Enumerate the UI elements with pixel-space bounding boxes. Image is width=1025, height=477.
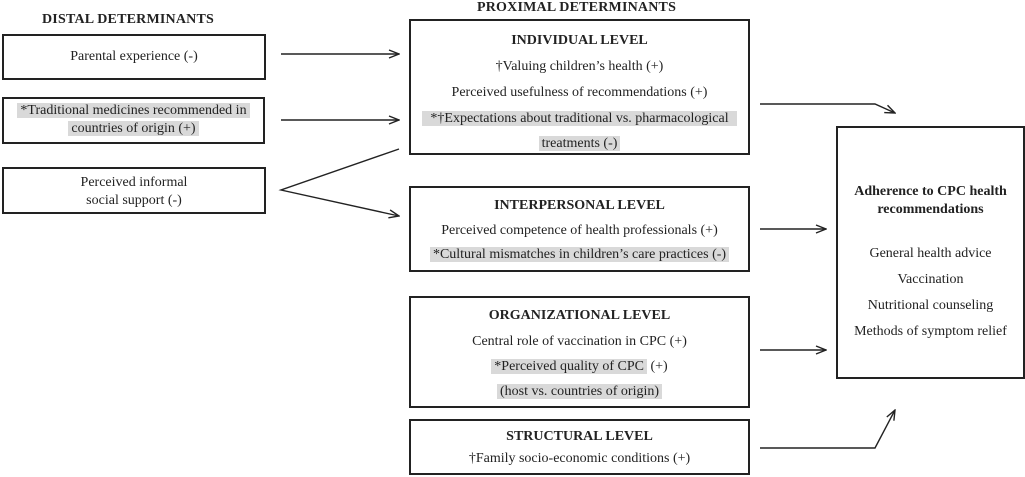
- factor-item: †Family socio-economic conditions (+): [468, 451, 691, 466]
- highlighted-text: countries of origin (+): [68, 121, 198, 136]
- outcome-item: Methods of symptom relief: [854, 324, 1007, 339]
- distal-item: Parental experience (-): [70, 49, 198, 64]
- highlighted-text: *Perceived quality of CPC: [491, 359, 647, 374]
- distal-header: DISTAL DETERMINANTS: [42, 12, 214, 27]
- highlighted-text: *Cultural mismatches in children’s care practices (-): [430, 247, 729, 262]
- distal-item: social support (-): [86, 193, 182, 208]
- highlighted-text: treatments (-): [539, 136, 621, 151]
- distal-item: Perceived informal: [80, 175, 188, 190]
- highlighted-text: *Traditional medicines recommended in: [17, 103, 249, 118]
- individual-level-title: INDIVIDUAL LEVEL: [511, 33, 648, 48]
- factor-item: Central role of vaccination in CPC (+): [472, 334, 687, 349]
- outcome-title: recommendations: [877, 202, 984, 217]
- outcome-item: General health advice: [869, 246, 992, 261]
- factor-item: †Valuing children’s health (+): [495, 59, 664, 74]
- outcome-item: Vaccination: [897, 272, 964, 287]
- outcome-title: Adherence to CPC health: [854, 184, 1007, 199]
- highlighted-text: *†Expectations about traditional vs. pharmacological: [422, 111, 736, 126]
- outcome-item: Nutritional counseling: [867, 298, 994, 313]
- factor-item: Perceived competence of health professionals (+): [441, 223, 718, 238]
- structural-level-title: STRUCTURAL LEVEL: [506, 429, 653, 444]
- interpersonal-level-title: INTERPERSONAL LEVEL: [494, 198, 665, 213]
- organizational-level-title: ORGANIZATIONAL LEVEL: [488, 308, 671, 323]
- proximal-header: PROXIMAL DETERMINANTS: [477, 0, 677, 15]
- highlighted-text: (host vs. countries of origin): [497, 384, 662, 399]
- factor-item: Perceived usefulness of recommendations (+): [451, 85, 708, 100]
- factor-sign: (+): [646, 359, 668, 374]
